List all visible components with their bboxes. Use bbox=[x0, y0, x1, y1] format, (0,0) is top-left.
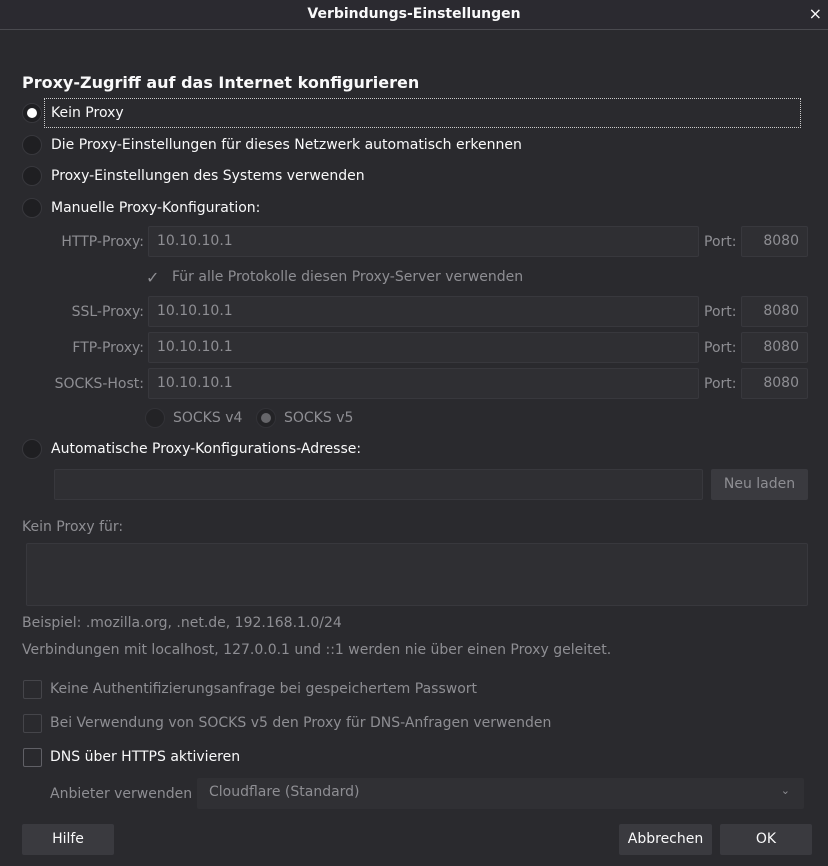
label-socks-dns: Bei Verwendung von SOCKS v5 den Proxy für DNS-Anfragen verwenden bbox=[50, 715, 552, 731]
socks-host-input[interactable]: 10.10.10.1 bbox=[148, 368, 699, 399]
http-port-input[interactable]: 8080 bbox=[741, 226, 808, 257]
doh-provider-select[interactable] bbox=[197, 778, 804, 809]
auto-config-url-input[interactable] bbox=[54, 469, 703, 500]
socks-port-input[interactable]: 8080 bbox=[741, 368, 808, 399]
label-doh: DNS über HTTPS aktivieren bbox=[50, 749, 241, 765]
localhost-note: Verbindungen mit localhost, 127.0.0.1 und ::1 werden nie über einen Proxy geleitet. bbox=[22, 642, 612, 658]
close-icon[interactable]: × bbox=[808, 4, 822, 23]
socks-host-label: SOCKS-Host: bbox=[54, 376, 144, 392]
ssl-port-label: Port: bbox=[704, 304, 737, 320]
radio-manual[interactable] bbox=[22, 198, 42, 218]
ssl-port-input[interactable]: 8080 bbox=[741, 296, 808, 327]
label-no-auth-prompt: Keine Authentifizierungsanfrage bei gespeichertem Passwort bbox=[50, 681, 478, 697]
share-proxy-label: Für alle Protokolle diesen Proxy-Server verwenden bbox=[172, 269, 524, 285]
no-proxy-label: Kein Proxy für: bbox=[22, 519, 124, 535]
ok-button[interactable]: OK bbox=[720, 824, 812, 855]
window-title: Verbindungs-Einstellungen bbox=[307, 6, 521, 22]
ftp-port-input[interactable]: 8080 bbox=[741, 332, 808, 363]
http-proxy-input[interactable]: 10.10.10.1 bbox=[148, 226, 699, 257]
no-proxy-example: Beispiel: .mozilla.org, .net.de, 192.168.1.0/24 bbox=[22, 615, 342, 631]
no-proxy-textarea[interactable] bbox=[26, 543, 808, 606]
help-button[interactable]: Hilfe bbox=[22, 824, 114, 855]
socks-port-label: Port: bbox=[704, 376, 737, 392]
checkbox-no-auth-prompt[interactable] bbox=[23, 680, 42, 699]
ssl-proxy-input[interactable]: 10.10.10.1 bbox=[148, 296, 699, 327]
label-socks-v5: SOCKS v5 bbox=[284, 410, 354, 426]
label-auto-config-url: Automatische Proxy-Konfigurations-Adresse: bbox=[51, 441, 362, 457]
http-port-label: Port: bbox=[704, 234, 737, 250]
checkbox-doh[interactable] bbox=[23, 748, 42, 767]
http-proxy-label: HTTP-Proxy: bbox=[61, 234, 144, 250]
reload-button[interactable]: Neu laden bbox=[711, 469, 808, 500]
cancel-button[interactable]: Abbrechen bbox=[619, 824, 712, 855]
ftp-proxy-label: FTP-Proxy: bbox=[72, 340, 144, 356]
radio-auto-detect[interactable] bbox=[22, 135, 42, 155]
focus-ring bbox=[44, 98, 801, 128]
ftp-port-label: Port: bbox=[704, 340, 737, 356]
label-no-proxy: Kein Proxy bbox=[51, 105, 124, 121]
radio-socks-v5[interactable] bbox=[256, 408, 276, 428]
radio-auto-config-url[interactable] bbox=[22, 439, 42, 459]
checkmark-icon[interactable]: ✓ bbox=[146, 268, 160, 287]
radio-system[interactable] bbox=[22, 166, 42, 186]
ftp-proxy-input[interactable]: 10.10.10.1 bbox=[148, 332, 699, 363]
section-heading: Proxy-Zugriff auf das Internet konfigurieren bbox=[22, 73, 420, 92]
ssl-proxy-label: SSL-Proxy: bbox=[71, 304, 144, 320]
checkbox-socks-dns[interactable] bbox=[23, 714, 42, 733]
radio-no-proxy[interactable] bbox=[22, 103, 42, 123]
label-system: Proxy-Einstellungen des Systems verwenden bbox=[51, 168, 365, 184]
radio-socks-v4[interactable] bbox=[145, 408, 165, 428]
doh-provider-value: Cloudflare (Standard) bbox=[209, 784, 360, 800]
label-socks-v4: SOCKS v4 bbox=[173, 410, 243, 426]
label-auto-detect: Die Proxy-Einstellungen für dieses Netzwerk automatisch erkennen bbox=[51, 137, 522, 153]
chevron-down-icon: ⌄ bbox=[780, 784, 790, 797]
label-manual: Manuelle Proxy-Konfiguration: bbox=[51, 200, 261, 216]
doh-provider-label: Anbieter verwenden bbox=[50, 786, 193, 802]
